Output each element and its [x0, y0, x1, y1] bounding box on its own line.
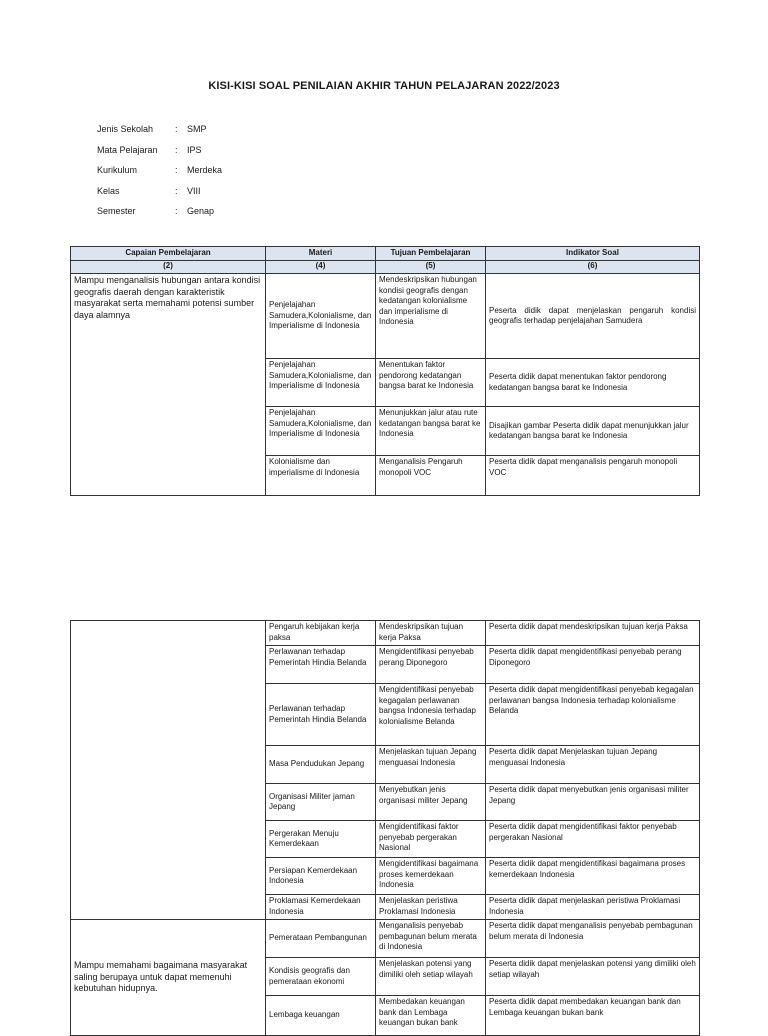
materi-cell: Perlawanan terhadap Pemerintah Hindia Belanda: [266, 646, 376, 684]
column-number: (5): [376, 261, 486, 274]
tujuan-cell: Menjelaskan potensi yang dimiliki oleh setiap wilayah: [376, 958, 486, 996]
indikator-cell: Disajikan gambar Peserta didik dapat menunjukkan jalur kedatangan bangsa barat ke Indonesia: [486, 407, 700, 456]
column-header: Indikator Soal: [486, 247, 700, 261]
indikator-cell: Peserta didik dapat menjelaskan pengaruh kondisi geografis terhadap penjelajahan Samudera: [486, 274, 700, 359]
materi-cell: Masa Pendudukan Jepang: [266, 746, 376, 784]
tujuan-cell: Mengidentifikasi penyebab perang Diponegoro: [376, 646, 486, 684]
indikator-cell: Peserta didik dapat mengidentifikasi bagaimana proses kemerdekaan Indonesia: [486, 858, 700, 895]
info-label: Kelas: [97, 185, 120, 196]
tujuan-cell: Mengidentifikasi penyebab kegagalan perlawanan bangsa Indonesia terhadap kolonialisme Belanda: [376, 684, 486, 746]
info-row-school: [97, 124, 222, 145]
info-value: Genap: [187, 206, 215, 216]
school-info: [97, 124, 222, 227]
column-number: (4): [266, 261, 376, 274]
materi-cell: Penjelajahan Samudera,Kolonialisme, dan Imperialisme di Indonesia: [266, 407, 376, 456]
materi-cell: Persiapan Kemerdekaan Indonesia: [266, 858, 376, 895]
info-colon: :: [175, 124, 178, 134]
column-header: Materi: [266, 247, 376, 261]
table-row: [71, 274, 700, 359]
info-label: Jenis Sekolah: [97, 124, 154, 134]
tujuan-cell: Mendeskripsikan hubungan kondisi geografis dengan kedatangan kolonialisme dan imperialisme di Indonesia: [376, 274, 486, 359]
info-label: Mata Pelajaran: [97, 144, 158, 155]
indikator-cell: Peserta didik dapat Menjelaskan tujuan Jepang menguasai Indonesia: [486, 746, 700, 784]
materi-cell: Kolonialisme dan imperialisme di Indonesia: [266, 456, 376, 496]
materi-cell: Pergerakan Menuju Kemerdekaan: [266, 821, 376, 858]
indikator-cell: Peserta didik dapat menganalisis penyebab pembagunan belum merata di Indonesia: [486, 920, 700, 958]
info-value: Merdeka: [187, 165, 223, 175]
indikator-cell: Peserta didik dapat membedakan keuangan bank dan Lembaga keuangan bukan bank: [486, 996, 700, 1036]
column-number-row: [71, 261, 700, 274]
info-row-curriculum: [97, 165, 222, 186]
info-row-subject: [97, 145, 222, 166]
materi-cell: Penjelajahan Samudera,Kolonialisme, dan Imperialisme di Indonesia: [266, 274, 376, 359]
indikator-cell: Peserta didik dapat menentukan faktor pendorong kedatangan bangsa barat ke Indonesia: [486, 359, 700, 407]
indikator-cell: Peserta didik dapat mengidentifikasi faktor penyebab pergerakan Nasional: [486, 821, 700, 858]
indikator-cell: Peserta didik dapat menyebutkan jenis organisasi militer Jepang: [486, 784, 700, 821]
materi-cell: Pengaruh kebijakan kerja paksa: [266, 621, 376, 646]
tujuan-cell: Mengidentifikasi faktor penyebab pergerakan Nasional: [376, 821, 486, 858]
indikator-cell: Peserta didik dapat menganalisis pengaruh monopoli VOC: [486, 456, 700, 496]
indikator-cell: Peserta didik dapat mengidentifikasi penyebab kegagalan perlawanan bangsa Indonesia terhadap kolonialisme Belanda: [486, 684, 700, 746]
info-row-semester: [97, 206, 222, 227]
info-value: SMP: [187, 124, 207, 134]
materi-cell: Organisasi Militer jaman Jepang: [266, 784, 376, 821]
capaian-pembelajaran-cell: Mampu menganalisis hubungan antara kondisi geografis daerah dengan karakteristik masyarakat serta memahami potensi sumber daya alamnya: [71, 274, 266, 496]
table-row: [71, 621, 700, 646]
tujuan-cell: Menjelaskan tujuan Jepang menguasai Indonesia: [376, 746, 486, 784]
tujuan-cell: Menganalisis Pengaruh monopoli VOC: [376, 456, 486, 496]
info-colon: :: [175, 144, 178, 155]
indikator-cell: Peserta didik dapat mendeskripsikan tujuan kerja Paksa: [486, 621, 700, 646]
tujuan-cell: Mengidentifikasi bagaimana proses kemerdekaan Indonesia: [376, 858, 486, 895]
materi-cell: Kondisis geografis dan pemerataan ekonomi: [266, 958, 376, 996]
indikator-cell: Peserta didik dapat menjelaskan peristiwa Proklamasi Indonesia: [486, 895, 700, 920]
capaian-pembelajaran-cell-empty: [71, 621, 266, 920]
column-header: Tujuan Pembelajaran: [376, 247, 486, 261]
materi-cell: Penjelajahan Samudera,Kolonialisme, dan Imperialisme di Indonesia: [266, 359, 376, 407]
info-colon: :: [175, 185, 178, 196]
info-value: IPS: [187, 144, 202, 155]
info-row-class: [97, 186, 222, 207]
indikator-cell: Peserta didik dapat menjelaskan potensi yang dimiliki oleh setiap wilayah: [486, 958, 700, 996]
kisi-kisi-table-page-2: [70, 620, 700, 1036]
tujuan-cell: Mendeskripsikan tujuan kerja Paksa: [376, 621, 486, 646]
materi-cell: Pemerataan Pembangunan: [266, 920, 376, 958]
materi-cell: Perlawanan terhadap Pemerintah Hindia Belanda: [266, 684, 376, 746]
table-row: [71, 920, 700, 958]
column-number: (6): [486, 261, 700, 274]
materi-cell: Lembaga keuangan: [266, 996, 376, 1036]
materi-cell: Proklamasi Kemerdekaan Indonesia: [266, 895, 376, 920]
tujuan-cell: Menentukan faktor pendorong kedatangan bangsa barat ke Indonesia: [376, 359, 486, 407]
capaian-pembelajaran-cell: Mampu memahami bagaimana masyarakat saling berupaya untuk dapat memenuhi kebutuhan hidupnya.: [71, 920, 266, 1036]
info-label: Semester: [97, 206, 136, 216]
kisi-kisi-table-page-1: [70, 246, 700, 496]
table-header-row: [71, 247, 700, 261]
document-title: KISI-KISI SOAL PENILAIAN AKHIR TAHUN PELAJARAN 2022/2023: [208, 80, 560, 92]
tujuan-cell: Membedakan keuangan bank dan Lembaga keuangan bukan bank: [376, 996, 486, 1036]
tujuan-cell: Menjelaskan peristiwa Proklamasi Indonesia: [376, 895, 486, 920]
column-header: Capaian Pembelajaran: [71, 247, 266, 261]
info-value: VIII: [187, 185, 201, 196]
column-number: (2): [71, 261, 266, 274]
info-colon: :: [175, 206, 178, 216]
tujuan-cell: Menunjukkan jalur atau rute kedatangan bangsa barat ke Indonesia: [376, 407, 486, 456]
info-colon: :: [175, 165, 178, 175]
tujuan-cell: Menyebutkan jenis organisasi militer Jepang: [376, 784, 486, 821]
indikator-cell: Peserta didik dapat mengidentifikasi penyebab perang Diponegoro: [486, 646, 700, 684]
info-label: Kurikulum: [97, 165, 138, 175]
tujuan-cell: Menganalisis penyebab pembagunan belum merata di Indonesia: [376, 920, 486, 958]
